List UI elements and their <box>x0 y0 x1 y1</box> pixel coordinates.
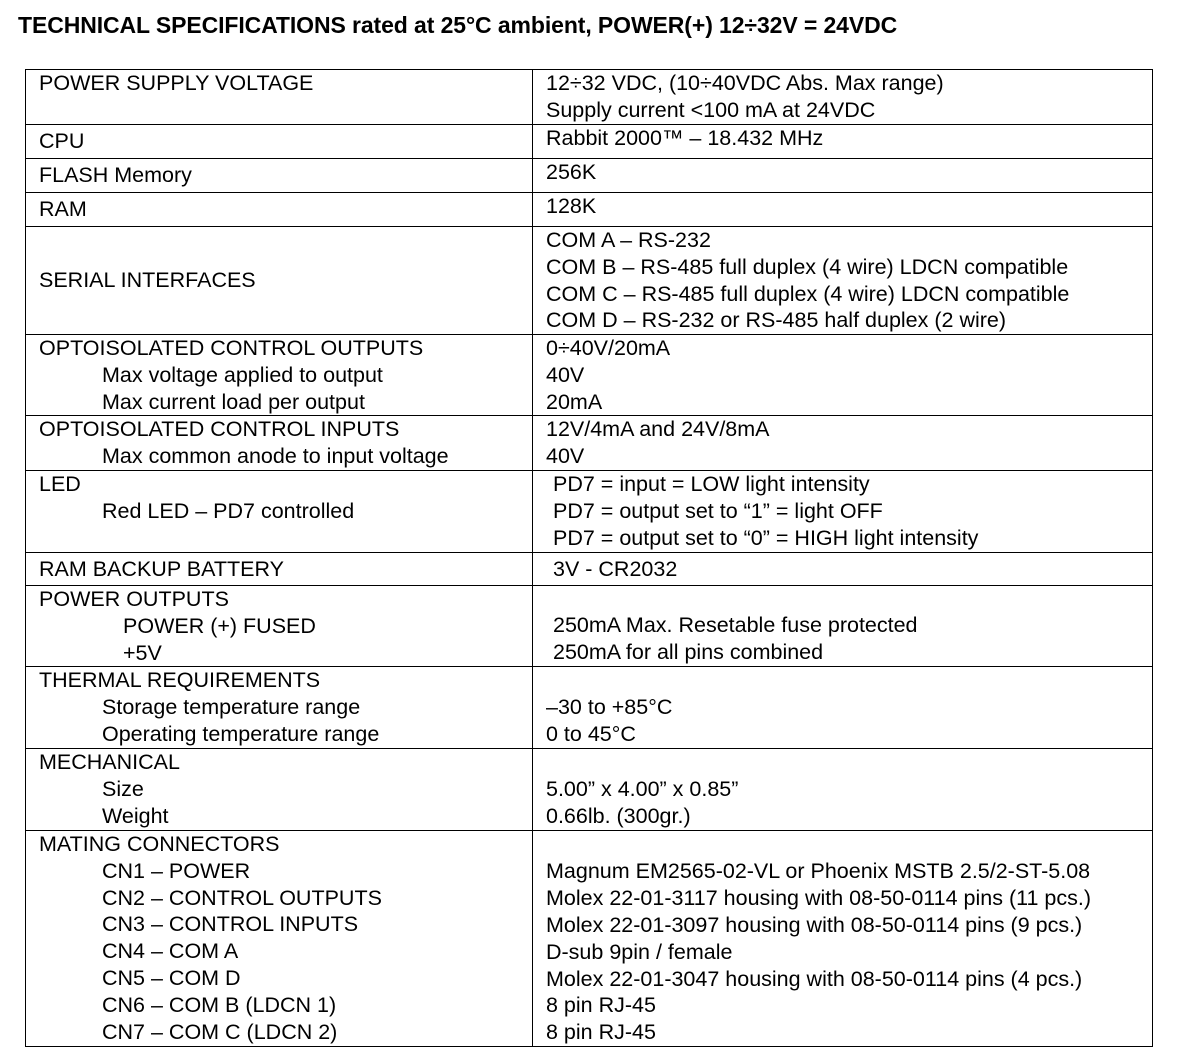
spec-label: RAM BACKUP BATTERY <box>39 556 284 581</box>
spec-sublabel: Max current load per output <box>102 389 365 414</box>
spec-label: POWER SUPPLY VOLTAGE <box>39 71 314 95</box>
spec-label-cell <box>26 159 533 192</box>
spec-value-cell <box>533 159 1152 192</box>
spec-sublabel: Size <box>102 776 144 801</box>
spec-value: Supply current <100 mA at 24VDC <box>546 97 876 122</box>
spec-sublabel: CN1 – POWER <box>102 858 251 883</box>
table-row <box>26 667 1152 749</box>
spec-value: 8 pin RJ-45 <box>546 993 656 1018</box>
table-row <box>26 70 1152 125</box>
spec-label-cell <box>26 227 533 334</box>
table-row <box>26 831 1152 1046</box>
table-row <box>26 335 1152 416</box>
table-row <box>26 227 1152 335</box>
spec-label-cell <box>26 553 533 585</box>
spec-value-cell <box>533 471 1152 552</box>
table-row <box>26 471 1152 553</box>
spec-value: 20mA <box>546 389 603 414</box>
spec-value-cell <box>533 831 1152 1046</box>
spec-value-cell <box>533 70 1152 124</box>
spec-value: 250mA Max. Resetable fuse protected <box>553 613 918 638</box>
table-row <box>26 193 1152 227</box>
page-title: TECHNICAL SPECIFICATIONS rated at 25°C ambient, POWER(+) 12÷32V = 24VDC <box>18 12 898 38</box>
spec-label: OPTOISOLATED CONTROL OUTPUTS <box>39 336 424 360</box>
spec-value: PD7 = input = LOW light intensity <box>553 472 870 496</box>
spec-sublabel: Operating temperature range <box>102 721 380 746</box>
spec-label-cell <box>26 70 533 124</box>
spec-value: Magnum EM2565-02-VL or Phoenix MSTB 2.5/2-ST-5.08 <box>546 859 1091 884</box>
spec-value: Molex 22-01-3117 housing with 08-50-0114 pins (11 pcs.) <box>546 886 1091 911</box>
spec-value-cell <box>533 227 1152 334</box>
spec-value: COM B – RS-485 full duplex (4 wire) LDCN compatible <box>546 254 1069 279</box>
spec-label: LED <box>39 472 81 496</box>
spec-sublabel: CN7 – COM C (LDCN 2) <box>102 1019 338 1044</box>
table-row <box>26 553 1152 586</box>
spec-value: PD7 = output set to “0” = HIGH light intensity <box>553 525 979 550</box>
spec-label-cell <box>26 335 533 415</box>
spec-value-cell <box>533 193 1152 226</box>
spec-value: 5.00” x 4.00” x 0.85” <box>546 777 739 802</box>
spec-value: D-sub 9pin / female <box>546 939 733 964</box>
spec-value: 12÷32 VDC, (10÷40VDC Abs. Max range) <box>546 71 944 95</box>
spec-value: PD7 = output set to “1” = light OFF <box>553 498 883 523</box>
spec-label-cell <box>26 416 533 470</box>
spec-value: COM C – RS-485 full duplex (4 wire) LDCN compatible <box>546 281 1070 306</box>
spec-sublabel: CN2 – CONTROL OUTPUTS <box>102 885 382 910</box>
spec-label-cell <box>26 471 533 552</box>
spec-label: MATING CONNECTORS <box>39 832 280 856</box>
spec-sublabel: CN5 – COM D <box>102 965 241 990</box>
spec-label-cell <box>26 749 533 830</box>
spec-value: COM A – RS-232 <box>546 228 711 252</box>
spec-label-cell <box>26 667 533 748</box>
spec-value: 40V <box>546 443 585 468</box>
table-row <box>26 586 1152 667</box>
spec-value: –30 to +85°C <box>546 695 673 720</box>
spec-value: Molex 22-01-3047 housing with 08-50-0114 pins (4 pcs.) <box>546 966 1083 991</box>
spec-sublabel: CN4 – COM A <box>102 939 239 964</box>
spec-value: 250mA for all pins combined <box>553 640 824 665</box>
spec-sublabel: Storage temperature range <box>102 694 361 719</box>
spec-sublabel: Max common anode to input voltage <box>102 443 449 468</box>
spec-label: FLASH Memory <box>39 163 192 188</box>
spec-value: 8 pin RJ-45 <box>546 1020 656 1045</box>
spec-sublabel: Red LED – PD7 controlled <box>102 498 355 523</box>
spec-label-cell <box>26 831 533 1046</box>
spec-value: 0÷40V/20mA <box>546 336 671 360</box>
spec-value-cell <box>533 586 1152 666</box>
spec-sublabel: Weight <box>102 803 169 828</box>
spec-value: 128K <box>546 194 597 218</box>
specifications-table <box>25 69 1153 1047</box>
spec-value: 0.66lb. (300gr.) <box>546 804 691 829</box>
spec-value: 256K <box>546 160 597 184</box>
spec-label: CPU <box>39 129 85 154</box>
spec-value-cell <box>533 553 1152 585</box>
spec-value: 3V - CR2032 <box>553 556 678 581</box>
spec-label: THERMAL REQUIREMENTS <box>39 668 321 692</box>
spec-sublabel: +5V <box>123 640 162 665</box>
spec-label: POWER OUTPUTS <box>39 587 229 611</box>
spec-value-cell <box>533 416 1152 470</box>
spec-sublabel: CN3 – CONTROL INPUTS <box>102 912 359 937</box>
spec-sublabel: CN6 – COM B (LDCN 1) <box>102 992 337 1017</box>
spec-label-cell <box>26 125 533 158</box>
spec-value: Rabbit 2000™ – 18.432 MHz <box>546 126 824 150</box>
spec-label: MECHANICAL <box>39 750 180 774</box>
table-row <box>26 749 1152 831</box>
spec-value: 0 to 45°C <box>546 722 636 747</box>
spec-value: Molex 22-01-3097 housing with 08-50-0114 pins (9 pcs.) <box>546 913 1083 938</box>
spec-label: OPTOISOLATED CONTROL INPUTS <box>39 417 400 441</box>
spec-label: SERIAL INTERFACES <box>39 268 256 293</box>
spec-label-cell <box>26 193 533 226</box>
spec-value: 12V/4mA and 24V/8mA <box>546 417 770 441</box>
spec-value: 40V <box>546 362 585 387</box>
spec-value-cell <box>533 125 1152 158</box>
spec-sublabel: POWER (+) FUSED <box>123 613 316 638</box>
spec-value-cell <box>533 667 1152 748</box>
table-row <box>26 159 1152 193</box>
spec-label-cell <box>26 586 533 666</box>
spec-value-cell <box>533 335 1152 415</box>
table-row <box>26 416 1152 471</box>
table-row <box>26 125 1152 159</box>
spec-label: RAM <box>39 197 87 222</box>
spec-value: COM D – RS-232 or RS-485 half duplex (2 wire) <box>546 308 1007 333</box>
spec-value-cell <box>533 749 1152 830</box>
spec-sublabel: Max voltage applied to output <box>102 362 383 387</box>
